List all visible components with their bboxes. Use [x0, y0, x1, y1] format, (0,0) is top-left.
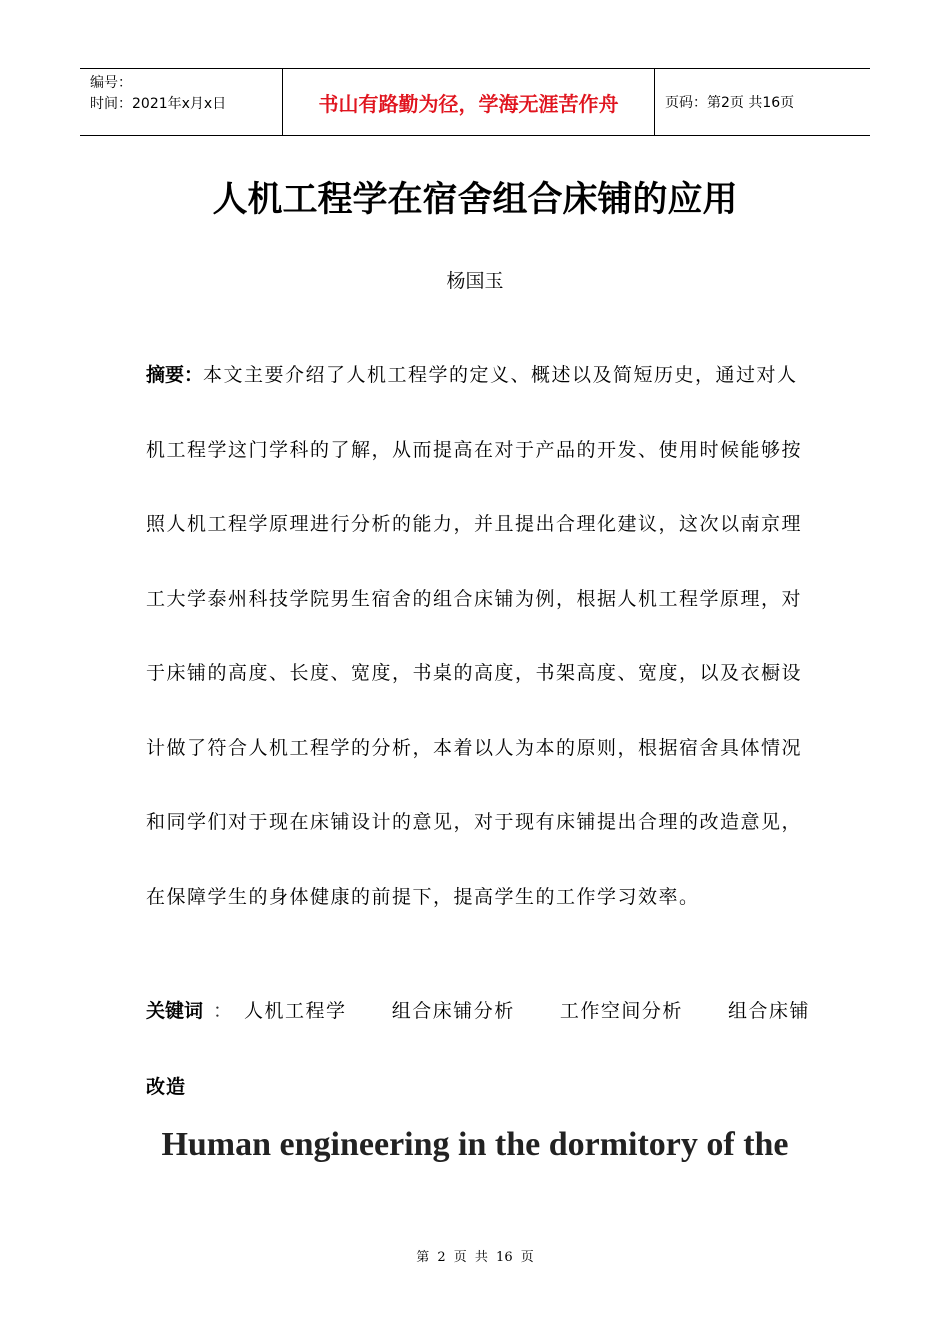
header-table [80, 68, 870, 136]
number-label: 编号： [90, 75, 132, 91]
page-info: 页码：第2页 共16页 [665, 95, 795, 111]
english-title: Human engineering in the dormitory of the [161, 1126, 789, 1163]
keywords-label: 关键词 [146, 1000, 204, 1022]
time-label: 时间：2021年x月x日 [90, 96, 227, 112]
header-page-cell [655, 69, 870, 135]
header-meta-cell [80, 69, 282, 135]
keywords-continued: 改造 [146, 1076, 187, 1098]
keywords-colon: ： [213, 1000, 233, 1022]
author: 杨国玉 [446, 270, 504, 292]
keyword-item: 工作空间分析 [559, 1000, 683, 1022]
motto: 书山有路勤为径，学海无涯苦作舟 [318, 91, 619, 116]
keyword-item: 组合床铺分析 [391, 1000, 515, 1022]
document-title: 人机工程学在宿舍组合床铺的应用 [212, 180, 738, 220]
header-motto-cell [282, 69, 655, 135]
abstract-label: 摘要： [146, 364, 204, 386]
page-footer: 第 2 页 共 16 页 [416, 1250, 534, 1265]
keywords-line [146, 996, 810, 1023]
keyword-item: 组合床铺 [728, 1000, 811, 1022]
keyword-item: 人机工程学 [244, 1000, 347, 1022]
abstract [146, 338, 810, 934]
abstract-text: 本文主要介绍了人机工程学的定义、概述以及简短历史，通过对人机工程学这门学科的了解，从而提高在对于产品的开发、使用时候能够按照人机工程学原理进行分析的能力，并且提出合理化建议，这次以南京理工大学泰州科技学院男生宿舍的组合床铺为例，根据人机工程学原理，对于床铺的高度、长度、宽度，书桌的高度，书架高度、宽度，以及衣橱设计做了符合人机工程学的分析，本着以人为本的原则，根据宿舍具体情况和同学们对于现在床铺设计的意见，对于现有床铺提出合理的改造意见，在保障学生的身体健康的前提下，提高学生的工作学习效率。 [146, 364, 803, 908]
